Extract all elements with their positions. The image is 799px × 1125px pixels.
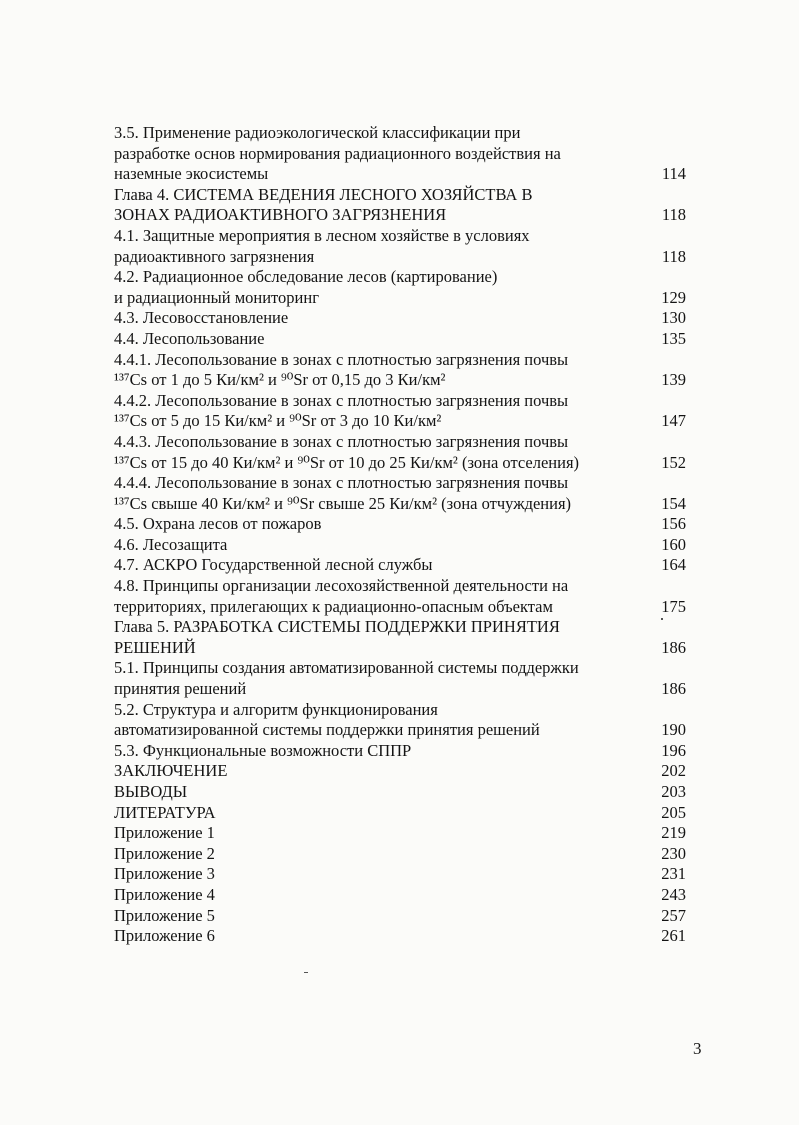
toc-entry bbox=[114, 617, 686, 658]
toc-page-number: 154 bbox=[661, 493, 686, 513]
toc-entry-text: Приложение 3 bbox=[114, 864, 215, 884]
toc-entry bbox=[114, 576, 686, 617]
toc-entry bbox=[114, 226, 686, 267]
toc-entry-text: автоматизированной системы поддержки принятия решений bbox=[114, 720, 540, 740]
toc-entry-text: 4.4. Лесопользование bbox=[114, 328, 265, 348]
toc-entry-text: ВЫВОДЫ bbox=[114, 782, 188, 801]
toc-page-number: 130 bbox=[661, 308, 686, 328]
toc-entry-text: 4.4.2. Лесопользование в зонах с плотностью загрязнения почвы bbox=[114, 390, 569, 410]
toc-page-number: 114 bbox=[661, 164, 686, 184]
toc-entry-text: 4.4.3. Лесопользование в зонах с плотностью загрязнения почвы bbox=[114, 431, 569, 451]
toc-page-number: 205 bbox=[661, 802, 686, 822]
toc-page-number: 175 bbox=[661, 596, 686, 616]
toc-page-number: 139 bbox=[661, 370, 686, 390]
toc-entry bbox=[114, 432, 686, 473]
toc-page-number: 156 bbox=[661, 514, 686, 534]
toc-entry-text: 5.2. Структура и алгоритм функционирования bbox=[114, 699, 438, 719]
toc-entry-text: принятия решений bbox=[114, 679, 247, 699]
toc-entry bbox=[114, 844, 686, 865]
toc-entry-text: Приложение 4 bbox=[114, 884, 215, 904]
toc-entry-text: 4.2. Радиационное обследование лесов (картирование) bbox=[114, 267, 498, 287]
toc-page-number: 129 bbox=[661, 287, 686, 307]
toc-entry-text: ¹³⁷Cs от 5 до 15 Ки/км² и ⁹⁰Sr от 3 до 10 Ки/км² bbox=[114, 411, 442, 431]
toc-page-number: 230 bbox=[661, 843, 686, 863]
toc-entry-text: радиоактивного загрязнения bbox=[114, 246, 315, 266]
toc-page-number: 190 bbox=[661, 720, 686, 740]
toc-entry bbox=[114, 782, 686, 803]
toc-entry bbox=[114, 926, 686, 947]
toc-entry-text: 5.3. Функциональные возможности СППР bbox=[114, 740, 412, 760]
toc-entry bbox=[114, 555, 686, 576]
toc-entry-text: Приложение 6 bbox=[114, 926, 215, 946]
scan-speck bbox=[661, 618, 663, 620]
toc-page-number: 243 bbox=[661, 884, 686, 904]
toc-page-number: 186 bbox=[661, 637, 686, 657]
toc-entry bbox=[114, 535, 686, 556]
toc-entry-text: ЛИТЕРАТУРА bbox=[114, 802, 216, 822]
toc-entry-text: 4.3. Лесовосстановление bbox=[114, 308, 289, 328]
toc-entry-text: ЗОНАХ РАДИОАКТИВНОГО ЗАГРЯЗНЕНИЯ bbox=[114, 205, 447, 225]
toc-page-number: 160 bbox=[661, 534, 686, 554]
toc-entry-text: ¹³⁷Cs от 1 до 5 Ки/км² и ⁹⁰Sr от 0,15 до 3 Ки/км² bbox=[114, 370, 446, 390]
toc-entry-text: 4.8. Принципы организации лесохозяйственной деятельности на bbox=[114, 576, 569, 596]
toc-entry-text: Глава 5. РАЗРАБОТКА СИСТЕМЫ ПОДДЕРЖКИ ПРИНЯТИЯ bbox=[114, 617, 560, 637]
toc-entry bbox=[114, 267, 686, 308]
table-of-contents bbox=[114, 123, 686, 947]
toc-entry bbox=[114, 823, 686, 844]
toc-entry bbox=[114, 350, 686, 391]
toc-entry-text: разработке основ нормирования радиационного воздействия на bbox=[114, 143, 561, 163]
toc-page-number: 219 bbox=[661, 823, 686, 843]
toc-page-number: 164 bbox=[661, 555, 686, 575]
toc-entry bbox=[114, 308, 686, 329]
toc-entry-text: 4.4.1. Лесопользование в зонах с плотностью загрязнения почвы bbox=[114, 349, 569, 369]
toc-entry-text: 4.6. Лесозащита bbox=[114, 534, 228, 554]
toc-page-number: 152 bbox=[661, 452, 686, 472]
toc-entry-text: 4.4.4. Лесопользование в зонах с плотностью загрязнения почвы bbox=[114, 473, 569, 493]
toc-entry-text: ЗАКЛЮЧЕНИЕ bbox=[114, 761, 228, 781]
toc-entry bbox=[114, 803, 686, 824]
toc-entry bbox=[114, 741, 686, 762]
toc-page-number: 231 bbox=[661, 864, 686, 884]
toc-entry-text: ¹³⁷Cs от 15 до 40 Ки/км² и ⁹⁰Sr от 10 до 25 Ки/км² (зона отселения) bbox=[114, 452, 580, 472]
toc-entry-text: Приложение 2 bbox=[114, 843, 215, 863]
toc-entry bbox=[114, 761, 686, 782]
toc-entry bbox=[114, 658, 686, 699]
page-number: 3 bbox=[693, 1039, 702, 1058]
toc-entry-text: Глава 4. СИСТЕМА ВЕДЕНИЯ ЛЕСНОГО ХОЗЯЙСТВА В bbox=[114, 184, 533, 204]
toc-entry-text: РЕШЕНИЙ bbox=[114, 637, 196, 657]
toc-page-number: 196 bbox=[661, 740, 686, 760]
toc-page-number: 203 bbox=[661, 782, 686, 801]
scan-mark bbox=[304, 972, 308, 973]
toc-entry-text: 4.5. Охрана лесов от пожаров bbox=[114, 514, 322, 534]
toc-entry-text: 3.5. Применение радиоэкологической классификации при bbox=[114, 123, 521, 142]
toc-entry bbox=[114, 185, 686, 226]
toc-entry bbox=[114, 885, 686, 906]
toc-entry bbox=[114, 514, 686, 535]
toc-entry bbox=[114, 864, 686, 885]
toc-page-number: 261 bbox=[661, 926, 686, 946]
toc-entry-text: Приложение 1 bbox=[114, 823, 215, 843]
toc-entry bbox=[114, 906, 686, 927]
toc-entry bbox=[114, 391, 686, 432]
toc-entry bbox=[114, 473, 686, 514]
toc-entry bbox=[114, 329, 686, 350]
toc-entry-text: и радиационный мониторинг bbox=[114, 287, 319, 307]
toc-page-number: 135 bbox=[661, 328, 686, 348]
toc-entry-text: наземные экосистемы bbox=[114, 164, 269, 184]
toc-entry-text: ¹³⁷Cs свыше 40 Ки/км² и ⁹⁰Sr свыше 25 Ки/км² (зона отчуждения) bbox=[114, 493, 572, 513]
toc-entry bbox=[114, 123, 686, 185]
toc-entry-text: Приложение 5 bbox=[114, 905, 215, 925]
toc-entry bbox=[114, 700, 686, 741]
toc-entry-text: территориях, прилегающих к радиационно-опасным объектам bbox=[114, 596, 553, 616]
toc-page-number: 257 bbox=[661, 905, 686, 925]
toc-page-number: 186 bbox=[661, 679, 686, 699]
toc-entry-text: 5.1. Принципы создания автоматизированной системы поддержки bbox=[114, 658, 579, 678]
toc-page-number: 147 bbox=[661, 411, 686, 431]
toc-entry-text: 4.7. АСКРО Государственной лесной службы bbox=[114, 555, 433, 575]
toc-page-number: 202 bbox=[661, 761, 686, 781]
toc-page-number: 118 bbox=[661, 246, 686, 266]
toc-entry-text: 4.1. Защитные мероприятия в лесном хозяйстве в условиях bbox=[114, 225, 530, 245]
toc-page-number: 118 bbox=[661, 205, 686, 225]
